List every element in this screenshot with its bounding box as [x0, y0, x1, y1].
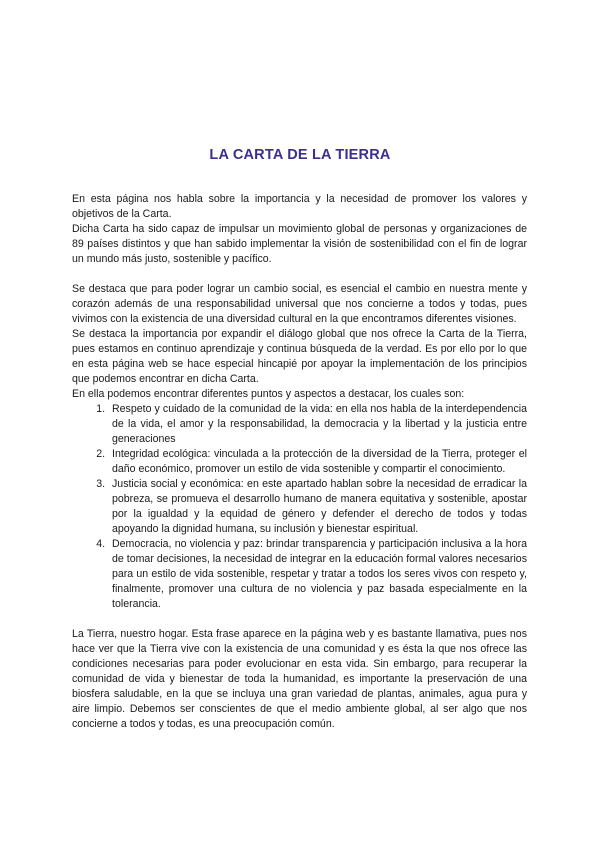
paragraph-intro: En esta página nos habla sobre la importancia y la necesidad de promover los valores y objetivos de la Carta.	[72, 193, 527, 220]
paragraph-social-change: Se destaca que para poder lograr un cambio social, es esencial el cambio en nuestra mente y corazón además de una responsabilidad universal que nos concierne a todos y todas, pues vivimos con la existencia de una diversidad cultural en la que encontramos diferentes visiones.	[72, 283, 527, 325]
list-item: 3. Justicia social y económica: en este apartado hablan sobre la necesidad de erradicar la pobreza, se promueva el desarrollo humano de manera equitativa y sostenible, apostar por la igualdad y la equidad de género y defender el derecho de todos y todas apoyando la dignidad humana, su inclusión y bienestar espiritual.	[108, 477, 527, 537]
list-item: 2. Integridad ecológica: vinculada a la protección de la diversidad de la Tierra, proteger el daño económico, promover un estilo de vida sostenible y compartir el conocimiento.	[108, 447, 527, 477]
list-item: 1. Respeto y cuidado de la comunidad de la vida: en ella nos habla de la interdependencia de la vida, el amor y la responsabilidad, la democracia y la libertad y la justicia entre generaciones	[108, 402, 527, 447]
paragraph-movement: Dicha Carta ha sido capaz de impulsar un movimiento global de personas y organizaciones de 89 países distintos y que han sabido implementar la visión de sostenibilidad con el fin de lograr un mundo más justo, sostenible y pacífico.	[72, 223, 527, 265]
paragraph-list-intro: En ella podemos encontrar diferentes puntos y aspectos a destacar, los cuales son:	[72, 388, 465, 400]
paragraph-global-dialogue: Se destaca la importancia por expandir el diálogo global que nos ofrece la Carta de la Tierra, pues estamos en continuo aprendizaje y continua búsqueda de la verdad. Es por ello por lo que en esta página web se hace especial hincapié por apoyar la implementación de los principios que podemos encontrar en dicha Carta.	[72, 328, 527, 385]
document-body	[72, 192, 527, 732]
principles-list	[72, 402, 527, 612]
list-item: 4. Democracia, no violencia y paz: brindar transparencia y participación inclusiva a la hora de tomar decisiones, la necesidad de integrar en la educación formal valores necesarios para un estilo de vida sostenible, respetar y tratar a todos los seres vivos con respeto y, finalmente, promover una cultura de no violencia y paz basada especialmente en la tolerancia.	[108, 537, 527, 612]
document-title: LA CARTA DE LA TIERRA	[209, 147, 391, 163]
paragraph-our-home: La Tierra, nuestro hogar. Esta frase aparece en la página web y es bastante llamativa, pues nos hace ver que la Tierra vive con la existencia de una comunidad y es ésta la que nos ofrece las condiciones necesarias para poder evolucionar en esta vida. Sin embargo, para recuperar la comunidad de vida y bienestar de toda la humanidad, es importante la preservación de una biosfera saludable, en la que se incluya una gran variedad de plantas, animales, agua pura y aire limpio. Debemos ser conscientes de que el medio ambiente global, al ser algo que nos concierne a todos y todas, es una preocupación común.	[72, 628, 527, 730]
